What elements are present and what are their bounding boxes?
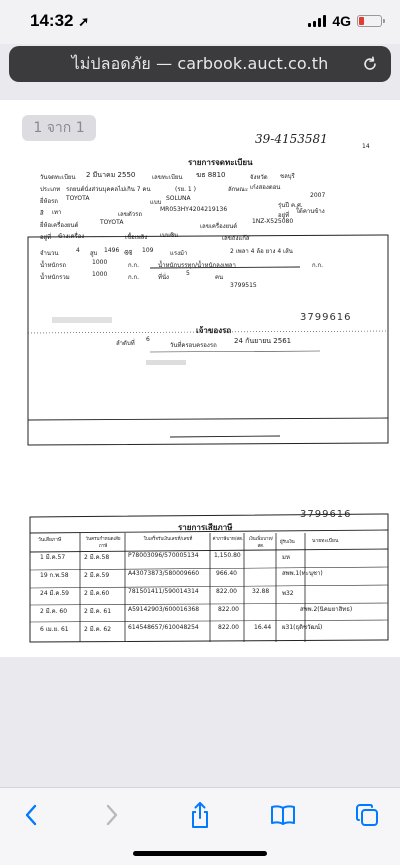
chassis-label: เลขตัวรถ — [118, 211, 142, 218]
possession-date-value: 24 กันยายน 2561 — [234, 337, 292, 345]
tax-header-registrar: นายทะเบียน — [312, 538, 339, 544]
weight-label: น้ำหนักรถ — [40, 262, 67, 269]
tax-paid-date: 2 มี.ค. 60 — [40, 608, 68, 615]
fuel-label: เชื้อเพลิง — [125, 234, 148, 241]
province-label: จังหวัด — [250, 174, 268, 181]
engine-location-label: อยู่ที่ — [40, 234, 52, 241]
share-icon — [189, 801, 211, 829]
plate-label: เลขทะเบียน — [152, 174, 183, 181]
handwritten-file-number: 39-4153581 — [255, 132, 328, 146]
address-text: ไม่ปลอดภัย — carbook.auct.co.th — [71, 53, 329, 73]
plate-value: ฆธ 8810 — [196, 171, 226, 179]
year-label: รุ่นปี ค.ศ. — [278, 202, 303, 209]
chevron-left-icon — [24, 804, 38, 826]
model-label: แบบ — [150, 199, 162, 206]
tax-receipt: 781501411/590014314 — [128, 588, 199, 595]
owner-title: เจ้าของรถ — [196, 326, 232, 335]
tax-extra: 32.88 — [252, 588, 270, 595]
tax-registrar: สพพ.1(ทะนุชา) — [282, 570, 323, 577]
gas-tank-label: เลขถังแก๊ส — [222, 235, 250, 242]
color-label: สี — [40, 210, 44, 217]
axle-value: 2 เพลา 4 ล้อ ยาง 4 เส้น — [230, 248, 293, 255]
signal-icon — [308, 15, 326, 27]
tax-due-date: 2 มี.ค.59 — [84, 572, 110, 579]
chevron-right-icon — [105, 804, 119, 826]
engine-number-label: เลขเครื่องยนต์ — [200, 223, 238, 230]
total-weight-label: น้ำหนักรวม — [40, 274, 70, 281]
tax-stamp: 3799616 — [300, 509, 352, 520]
tax-header-extra: เงินเพิ่มบาท/สต. — [248, 537, 274, 549]
chassis-location-value: ใต้คานข้าง — [296, 208, 325, 215]
load-unit: ก.ก. — [312, 262, 324, 269]
type-value: รถยนต์นั่งส่วนบุคคลไม่เกิน 7 คน — [66, 186, 151, 193]
owner-order-label: ลำดับที่ — [116, 340, 135, 347]
forward-button[interactable] — [97, 800, 127, 830]
weight-value: 1000 — [92, 259, 108, 266]
tax-amount: 822.00 — [218, 624, 239, 631]
hp-value: 109 — [142, 247, 154, 254]
seat-unit: คน — [215, 274, 224, 281]
cylinders-value: 4 — [76, 247, 80, 254]
battery-icon — [357, 15, 382, 27]
rys-value: (รย. 1 ) — [175, 186, 196, 193]
page-indicator-text: 1 จาก 1 — [33, 120, 85, 136]
tax-registrar: สพพ.2(นิคมยาสิทธ) — [300, 606, 353, 613]
province-value: ชลบุรี — [280, 173, 295, 180]
cylinders-unit: สูบ — [90, 250, 98, 257]
chassis-value: MR053HY4204219136 — [160, 206, 228, 213]
tax-amount: 822.00 — [218, 606, 239, 613]
tax-paid-date: 24 มี.ค.59 — [40, 590, 69, 597]
status-bar — [0, 0, 400, 44]
owner-order-value: 6 — [146, 336, 150, 343]
type-label: ประเภท — [40, 186, 61, 193]
page-indicator — [22, 115, 96, 141]
tax-header-amount: ค่าภาษีบาท/สต. — [212, 537, 244, 542]
total-weight-unit: ก.ก. — [128, 274, 140, 281]
tax-paid-date: 1 มี.ค.57 — [40, 554, 66, 561]
pdf-page[interactable] — [0, 100, 400, 657]
registration-stamp: 3799616 — [300, 312, 352, 323]
page-number: 14 — [362, 143, 370, 150]
registration-title: รายการจดทะเบียน — [188, 158, 253, 167]
load-label: น้ำหนักบรรทุก/น้ำหนักลงเพลา — [158, 262, 236, 269]
tax-due-date: 2 มี.ค. 61 — [84, 608, 112, 615]
tax-receipt: A59142903/600016368 — [128, 606, 200, 613]
tax-amount: 1,150.80 — [214, 552, 241, 559]
reg-date-value: 2 มีนาคม 2550 — [86, 171, 136, 179]
engine-location-value: ข้างเครื่อง — [58, 233, 85, 240]
tax-receipt: P78003096/570005134 — [128, 552, 199, 559]
cc-label: ซีซี — [124, 250, 133, 257]
possession-date-label: วันที่ครอบครองรถ — [170, 342, 217, 349]
bookmarks-button[interactable] — [268, 800, 298, 830]
year-value: 2007 — [310, 192, 326, 199]
tax-due-date: 2 มี.ค.60 — [84, 590, 110, 597]
reg-date-label: วันจดทะเบียน — [40, 174, 76, 181]
status-time: 14:32 ➚ — [30, 11, 90, 30]
status-indicators — [308, 13, 382, 29]
total-weight-value: 1000 — [92, 271, 108, 278]
tax-due-date: 2 มี.ค.58 — [84, 554, 110, 561]
tax-receipt: 614548657/610048254 — [128, 624, 199, 631]
tax-header-receiver: ผู้รับเงิน — [280, 540, 295, 545]
brand-value: TOYOTA — [66, 195, 90, 202]
tax-paid-date: 6 เม.ย. 61 — [40, 626, 69, 633]
tabs-icon — [355, 803, 379, 827]
seat-label: ที่นั่ง — [158, 274, 169, 281]
tax-amount: 822.00 — [216, 588, 237, 595]
style-label: ลักษณะ — [228, 186, 249, 193]
address-bar[interactable] — [9, 46, 391, 82]
tax-receiver: พ32 — [282, 590, 294, 597]
location-arrow-icon: ➚ — [78, 14, 90, 29]
book-icon — [270, 804, 296, 826]
engine-brand-label: ยี่ห้อเครื่องยนต์ — [40, 222, 79, 229]
reload-icon[interactable] — [361, 55, 379, 73]
tax-header-due: วันครบกำหนดเสียภาษี — [85, 537, 121, 549]
brand-label: ยี่ห้อรถ — [40, 198, 58, 205]
tabs-button[interactable] — [352, 800, 382, 830]
color-value: เทา — [52, 209, 62, 216]
network-type: 4G — [332, 13, 351, 29]
tax-title: รายการเสียภาษี — [178, 523, 233, 532]
model-value: SOLUNA — [166, 195, 191, 202]
cc-value: 1496 — [104, 247, 120, 254]
tax-extra: 16.44 — [254, 624, 272, 631]
tax-receiver: ผ31(ธุดิชวัฒน์) — [282, 624, 323, 631]
fuel-value: เบนซิน — [160, 232, 179, 239]
hp-label: แรงม้า — [170, 250, 188, 257]
tax-due-date: 2 มี.ค. 62 — [84, 626, 112, 633]
tax-amount: 966.40 — [216, 570, 237, 577]
share-button[interactable] — [185, 800, 215, 830]
tax-header-paid: วันเสียภาษี — [38, 537, 62, 543]
home-indicator — [133, 851, 267, 856]
cylinders-label: จำนวน — [40, 250, 59, 257]
tax-header-receipt: ใบเสร็จรับเงินเลขที่/เลขที่ — [143, 537, 193, 542]
weight-unit: ก.ก. — [128, 262, 140, 269]
tax-receipt: A43073873/580009660 — [128, 570, 200, 577]
style-value: เก๋งสองตอน — [250, 184, 281, 191]
tax-paid-date: 19 ก.พ.58 — [40, 572, 69, 579]
engine-number-value: 1NZ-X525080 — [252, 218, 294, 225]
seat-value: 5 — [186, 270, 190, 277]
engine-brand-value: TOYOTA — [100, 219, 124, 226]
serial-value: 3799515 — [230, 282, 257, 289]
back-button[interactable] — [16, 800, 46, 830]
chassis-location-label: อยู่ที่ — [278, 212, 290, 219]
tax-receiver: มห — [282, 554, 290, 561]
